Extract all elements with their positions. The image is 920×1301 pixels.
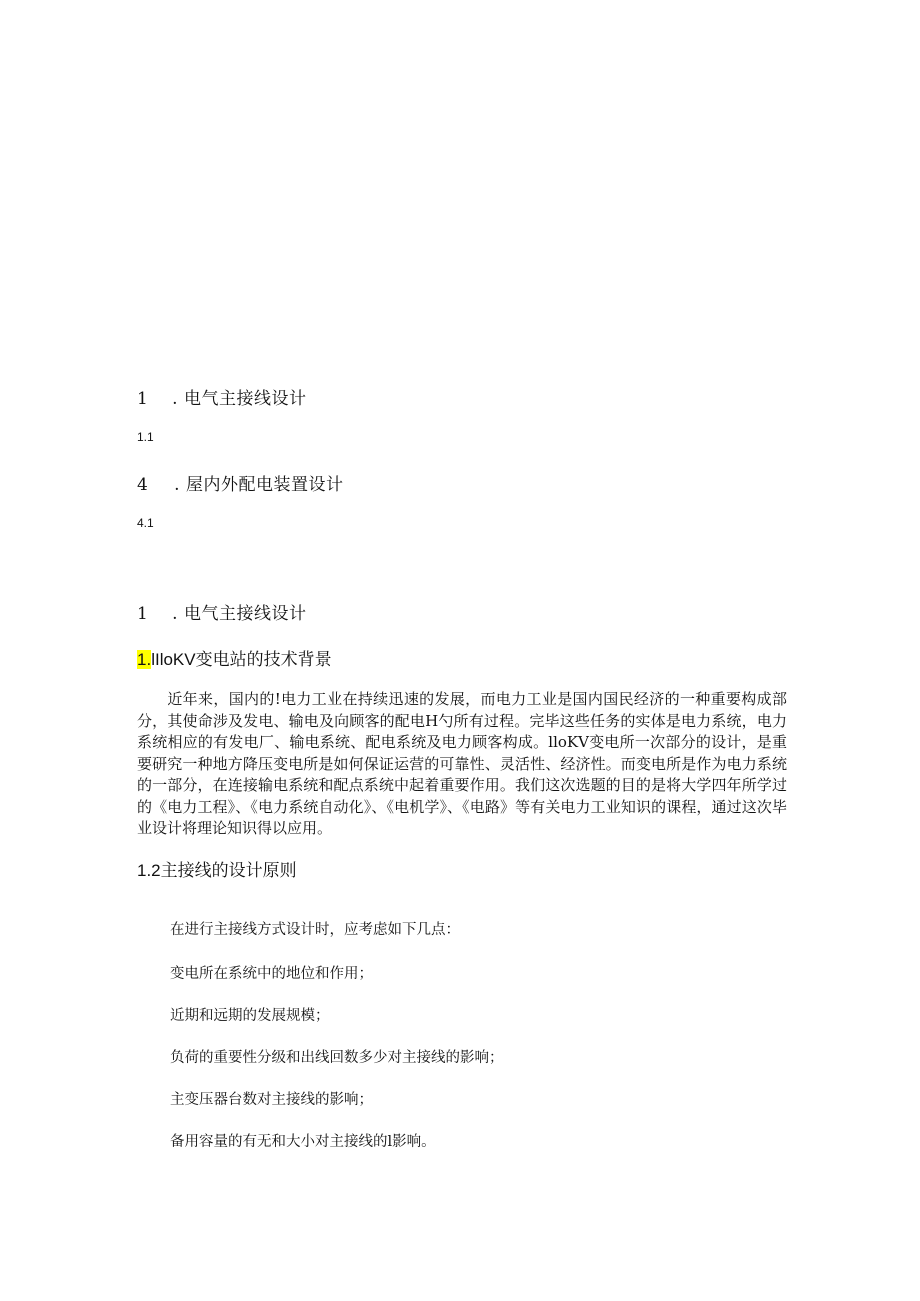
design-point: 变电所在系统中的地位和作用； [170,966,373,982]
toc-entry-number: 1.1 [137,430,154,444]
toc-entry-1-1[interactable] [137,430,154,444]
toc-entry-4[interactable] [137,470,343,495]
design-point: 在进行主接线方式设计时，应考虑如下几点： [170,922,460,938]
subsection-title: 主接线的设计原则 [160,861,297,881]
toc-entry-number: 1 [137,389,149,409]
toc-entry-title: 屋内外配电装置设计 [185,475,344,495]
subsection-number-highlighted: 1. [137,650,152,669]
paragraph-text: 近年来，国内的!电力工业在持续迅速的发展，而电力工业是国内国民经济的一种重要构成部分，其使命涉及发电、输电及向顾客的配电H勺所有过程。完毕这些任务的实体是电力系统，电力系统相应的有发电厂、输电系统、配电系统及电力顾客构成。lloKV变电所一次部分的设计，是重要研究一种地方降压变电所是如何保证运营的可靠性、灵活性、经济性。而变电所是作为电力系统的一部分，在连接输电系统和配点系统中起着重要作用。我们这次选题的目的是将大学四年所学过的《电力工程》、《电力系统自动化》、《电机学》、《电路》等有关电力工业知识的课程，通过这次毕业设计将理论知识得以应用。 [137,690,787,837]
toc-entry-1[interactable] [137,384,306,409]
toc-entry-separator: . [172,389,179,409]
toc-entry-title: 电气主接线设计 [183,389,307,409]
design-point: 近期和远期的发展规模； [170,1008,330,1024]
subsection-heading-2 [137,856,297,881]
subsection-heading-1 [137,645,332,670]
section-number: 1 [137,604,149,624]
body-paragraph [137,689,787,840]
toc-entry-number: 4.1 [137,516,154,530]
design-point: 备用容量的有无和大小对主接线的l影响。 [170,1134,436,1150]
design-point: 负荷的重要性分级和出线回数多少对主接线的影响； [170,1050,504,1066]
toc-entry-separator: . [174,475,181,495]
section-separator: . [172,604,179,624]
section-title: 电气主接线设计 [183,604,307,624]
toc-entry-number: 4 [137,475,149,495]
section-heading [137,599,306,624]
design-point: 主变压器台数对主接线的影响； [170,1092,373,1108]
toc-entry-4-1[interactable] [137,516,154,530]
subsection-title: lIloKV变电站的技术背景 [151,650,332,669]
subsection-number: 1.2 [137,861,161,880]
